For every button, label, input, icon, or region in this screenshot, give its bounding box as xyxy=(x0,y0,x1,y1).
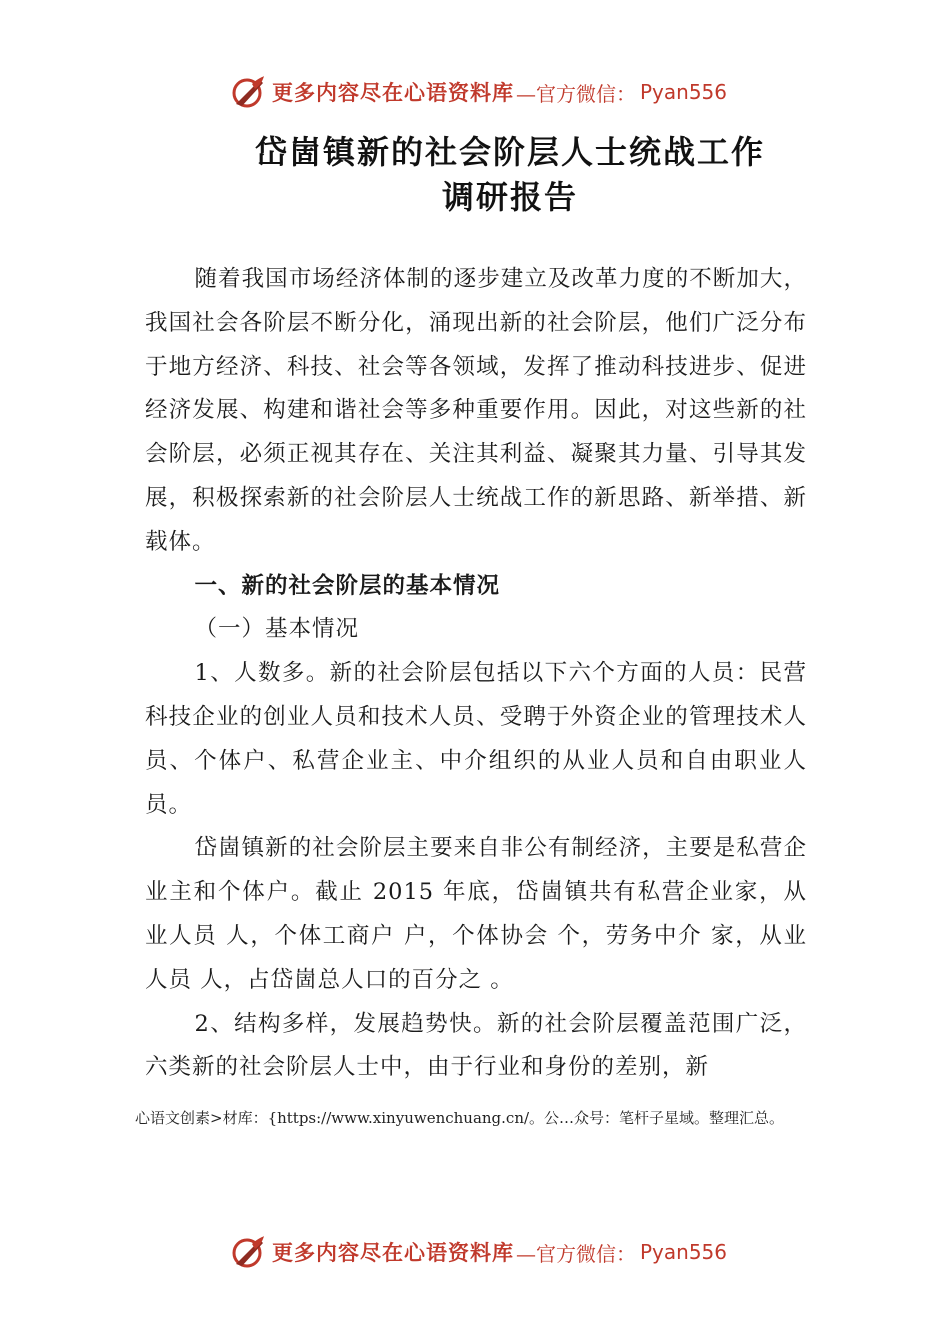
wechat-id: Pyan556 xyxy=(640,1240,728,1264)
banner-text: 更多内容尽在心语资料库 xyxy=(272,80,514,105)
paragraph-point-1: 1、人数多。新的社会阶层包括以下六个方面的人员：民营科技企业的创业人员和技术人员、受聘于外资企业的管理技术人员、个体户、私营企业主、中介组织的从业人员和自由职业人员。 xyxy=(145,660,807,818)
header-banner xyxy=(230,72,750,112)
document-title-line2: 调研报告 xyxy=(441,178,578,216)
document-body xyxy=(145,258,807,1090)
quill-logo-icon xyxy=(230,1234,266,1270)
banner-suffix: —官方微信： xyxy=(516,1241,636,1266)
quill-logo-icon xyxy=(230,74,266,110)
banner-suffix: —官方微信： xyxy=(516,81,636,106)
paragraph-point-2: 2、结构多样，发展趋势快。新的社会阶层覆盖范围广泛，六类新的社会阶层人士中，由于行业和身份的差别，新 xyxy=(145,1010,807,1081)
paragraph-statistics: 岱崮镇新的社会阶层主要来自非公有制经济，主要是私营企业主和个体户。截止 2015 年底，岱崮镇共有私营企业家，从业人员 人，个体工商户 户，个体协会 个，劳务中介 家，从业人员 人，占岱崮总人口的百分之 。 xyxy=(145,835,807,993)
document-title-line1: 岱崮镇新的社会阶层人士统战工作 xyxy=(254,133,765,171)
wechat-id: Pyan556 xyxy=(640,80,728,104)
section-heading: 一、新的社会阶层的基本情况 xyxy=(194,572,501,599)
banner-text: 更多内容尽在心语资料库 xyxy=(272,1240,514,1265)
subsection-heading: （一）基本情况 xyxy=(194,616,360,643)
footer-banner xyxy=(230,1232,750,1272)
paragraph-intro: 随着我国市场经济体制的逐步建立及改革力度的不断加大，我国社会各阶层不断分化，涌现出新的社会阶层，他们广泛分布于地方经济、科技、社会等各领域，发挥了推动科技进步、促进经济发展、构建和谐社会等多种重要作用。因此，对这些新的社会阶层，必须正视其存在、关注其利益、凝聚其力量、引导其发展，积极探索新的社会阶层人士统战工作的新思路、新举措、新载体。 xyxy=(145,266,807,555)
footnote: 心语文创素>材库：{https://www.xinyuwenchuang.cn/。公…众号：笔杆子星域。整理汇总。 xyxy=(135,1109,785,1127)
